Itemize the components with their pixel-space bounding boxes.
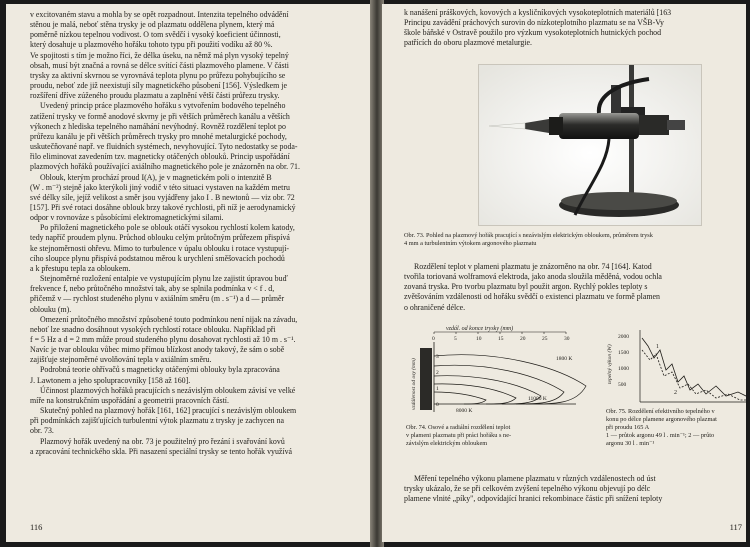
text-line: Navíc je tvar oblouku vůbec mimo přímou blízkost anody takový, že sám o sobě [30, 345, 285, 355]
fig74-x-tick-label: 5 [454, 336, 457, 342]
fig74-y-tick-label: 2 [436, 370, 439, 376]
caption-line: v plameni plazmatu při práci hořáku s ne- [406, 432, 512, 439]
caption-line: Obr. 75. Rozdělení efektivního tepelného v [606, 408, 715, 415]
fig74-y-ticks [436, 354, 439, 408]
right-page [382, 4, 746, 542]
fig75-y-tick-label: 1000 [618, 366, 629, 372]
fig74-x-tick-label: 20 [520, 336, 526, 342]
fig74-isotherm-diagram [406, 320, 606, 447]
text-line: frekvence f, nebo průtočného množství tak, aby se splnila podmínka v < f . d, [30, 284, 275, 294]
text-line: zovaná tryska. Pro tvorbu plazmatu byl použit argon. Rychlý pokles teploty s [404, 282, 648, 292]
plasma-torch-photo [478, 64, 702, 226]
text-line: proudu, neboť zde již neexistují síly magnetického působení [156]. Výsledkem je [30, 81, 287, 91]
text-line: Omezení průtočného množství způsobené touto podmínkou není nijak na závadu, [40, 314, 298, 324]
paragraph [30, 173, 360, 224]
text-line: odpor v rovnováze s působícími elektromagnetickými silami. [30, 213, 224, 223]
text-line: přičemž v — rychlost studeného plynu v axiálním směru (m . s⁻¹) a d — průměr [30, 294, 285, 304]
text-line: škole báňské v Ostravě použilo pro výzkum vysokoteplotních hutnických pochod [404, 28, 662, 38]
left-body-text [30, 10, 360, 457]
text-line: obsah, musí být značná a rovná se délce svítící části plazmového plamene. V části [30, 60, 289, 70]
text-line: průřezu kanálu je při větších průměrech trysky pro mnohé metalurgické pochody, [30, 131, 287, 141]
plasma-torch-illustration [479, 65, 701, 225]
right-bottom-text [404, 474, 746, 504]
text-line: Principu zavádění práchových surovin do nízkoteplotního plazmatu se na VŠB-Vy [404, 18, 664, 28]
caption-line: argonu 30 l . min⁻¹ [606, 440, 655, 447]
text-line: J. Lawtonem a jeho spolupracovníky [158 až 160]. [30, 375, 191, 385]
fig74-x-tick-label: 15 [498, 336, 504, 342]
caption-line: konu po délce plamene argonového plazmat [606, 416, 717, 423]
caption-line: Obr. 73. Pohled na plazmový hořák pracující s nezávislým elektrickým obloukem, průměrem trysk [404, 232, 653, 239]
text-line: v excitovaném stavu a mohla by se opět rozpadnout. Intenzita tepelného odvádění [30, 10, 289, 19]
text-line: při podmínkách zajišťujících turbulentní výtok plazmatu z trysky je zachycen na [30, 416, 285, 426]
text-line: Skutečný pohled na plazmový hořák [161, 162] pracující s nezávislým obloukem [40, 406, 297, 416]
left-page [6, 4, 372, 542]
text-line: a k přestupu tepla za obloukem. [30, 263, 131, 273]
text-line: trysky za aktivní skvrnou se vyrovnává teplota plynu po průřezu pohybujícího se [30, 70, 286, 80]
fig75-y-ticks [618, 334, 629, 388]
caption-line: při proudu 165 A [606, 424, 650, 431]
text-line: míře na konstrukčním uspořádání a geometrii pracovních částí. [30, 395, 229, 405]
fig74-y-tick-label: 1 [436, 386, 439, 392]
fig75-caption [606, 408, 746, 448]
text-line: obr. 73. [30, 426, 54, 436]
text-line: patřících do oboru plazmové metalurgie. [404, 38, 533, 48]
text-line: neboť lze snadno dosáhnout vysokých rychlostí rotace oblouku. Například při [30, 324, 276, 334]
right-mid-text [404, 262, 746, 313]
text-line: [157]. Při své rotaci dosáhne oblouk brzy takové rychlosti, při níž je aerodynamický [30, 202, 296, 212]
text-line: uskutečňované např. ve fluidních systémech, nevyhovující. Tyto nedostatky se poda- [30, 142, 298, 152]
fig74-x-tick-label: 30 [564, 336, 570, 342]
text-line: Podrobná teorie ohřívačů s magneticky otáčenými oblouky byla zpracována [40, 365, 280, 375]
paragraph [30, 223, 360, 274]
fig74-isotherm-label: 8000 K [456, 408, 473, 414]
fig75-y-tick-label: 1500 [618, 350, 629, 356]
text-line: rozšíření dříve zúženého proudu plazmatu a zaplnění větší části průřezu trysky. [30, 91, 280, 101]
fig74-isotherm-label: 11000 K [528, 396, 547, 402]
fig75-curve-label: 1 [656, 344, 659, 350]
fig73-caption [404, 232, 746, 248]
fig74-x-axis-label: vzdál. od konce trysky (mm) [446, 326, 514, 332]
text-line: tedy napříč proudem plynu. Průchod oblouku celým průtočným průřezem přispívá [30, 233, 290, 243]
fig75-svg [604, 324, 746, 410]
text-line: plazmových hořáků používající axiálního magnetického pole je znázorněn na obr. 71. [30, 162, 300, 172]
right-page-number: 117 [729, 522, 742, 532]
fig74-svg [406, 320, 606, 428]
paragraph [30, 315, 360, 366]
fig74-y-tick-label: 0 [436, 402, 439, 408]
text-line: Měření tepelného výkonu plamene plazmatu v různých vzdálenostech od úst [414, 474, 656, 483]
text-line: Rozdělení teplot v plameni plazmatu je znázorněno na obr. 74 [164]. Katod [414, 262, 652, 271]
text-line: své délky síle, jejíž velikost a směr jsou vyjádřeny jako I . B newtonů — viz obr. 72 [30, 192, 295, 202]
fig74-isotherm-label: 1800 K [556, 356, 573, 362]
paragraph [30, 101, 360, 172]
paragraph [30, 365, 360, 385]
text-line: Ve spojitosti s tím je možno říci, že délka úseku, na němž má plyn vysoký tepelný [30, 50, 289, 60]
text-line: stěnou je malá, neboť stěna trysky je od plazmatu oddělena plynem, který má [30, 20, 275, 30]
text-line: ke stejnoměrnosti ohřevu. Mimo to turbulence v úpalu oblouku i rotace vystupují- [30, 243, 290, 253]
text-line: který dosahuje u plazmového hořáku tohoto typu při použití vodíku až 80 %. [30, 40, 273, 50]
text-line: cího sloupce plynu přispívá podstatnou měrou k urychlení směšovacích pochodů [30, 253, 285, 263]
text-line: Po přiložení magnetického pole se oblouk otáčí vysokou rychlostí kolem katody, [40, 223, 295, 233]
text-line: poměrně nízkou tepelnou vodivost. O tom svědčí i vysoký koeficient účinnosti, [30, 30, 281, 40]
fig74-y-axis-label: vzdálenost od osy (mm) [411, 358, 417, 410]
text-line: výkonech z hlediska tepelného namáhání nevýhodný. Rovněž rozdělení teplot po [30, 121, 286, 131]
fig75-y-tick-label: 500 [618, 382, 627, 388]
fig75-y-axis-label: tepelný výkon (W) [607, 344, 613, 384]
paragraph [30, 386, 360, 406]
caption-line: závislým elektrickým obloukem [406, 440, 488, 447]
right-top-text [404, 8, 746, 49]
text-line: a zpracování technického skla. Při nasazení speciální trysky se tento hořák využívá [30, 446, 293, 456]
text-line: Stejnoměrné rozložení entalpie ve vystupujícím plynu lze zajistit úpravou buď [40, 274, 288, 284]
text-line: zatížení trysky ve formě anodové skvrny je při větších průměrech kanálu a větších [30, 111, 290, 121]
fig74-y-tick-label: 3 [436, 354, 439, 360]
caption-line: 1 — průtok argonu 49 l . min⁻¹; 2 — průto [606, 432, 715, 439]
text-line: f = 5 Hz a d = 2 mm může proud studeného plynu dosahovat rychlosti až 10 m . s⁻¹. [30, 335, 296, 344]
fig74-caption [406, 424, 596, 448]
fig74-x-tick-label: 0 [432, 336, 435, 342]
text-line: trysky ukázalo, že se při celkovém zvýšení tepelného výkonu objevují po délc [404, 484, 651, 494]
fig74-x-tick-label: 25 [542, 336, 548, 342]
text-line: tvořila toriovaná wolframová elektroda, jako anoda sloužila měděná, vodou ochla [404, 272, 662, 282]
fig75-power-chart [604, 324, 746, 447]
text-line: oblouku (m). [30, 304, 72, 314]
caption-line: Obr. 74. Osové a radiální rozdělení teplot [406, 424, 511, 431]
text-line: k nanášení práškových, kovových a kysličníkových vysokoteplotních materiálů [163 [404, 8, 672, 17]
text-line: zvětšováním vzdálenosti od hořáku svědčí o existenci plazmatu ve formě plamen [404, 292, 660, 302]
fig74-x-ticks [432, 332, 570, 342]
text-line: plamene vlnité „píky", odpovídající hranici rekombinace částic při snížení teploty [404, 494, 663, 504]
paragraph [30, 437, 360, 457]
fig75-y-tick-label: 2000 [618, 334, 629, 340]
text-line: Oblouk, kterým prochází proud I(A), je v magnetickém poli o intenzitě B [40, 172, 272, 182]
text-line: zajišťuje stejnoměrné uvolňování tepla v axiálním směru. [30, 355, 212, 365]
text-line: Účinnost plazmových hořáků pracujících s nezávislým obloukem závisí ve velké [40, 385, 296, 395]
text-line: řilo eliminovat zavedením tzv. magneticky otáčených oblouků. Princip uspořádání [30, 152, 290, 162]
text-line: (W . m⁻²) stejně jako kterýkoli jiný vodič v této situaci vystaven na každém metru [30, 182, 290, 192]
left-page-number: 116 [30, 522, 43, 532]
fig74-x-tick-label: 10 [476, 336, 482, 342]
caption-line: 4 mm a turbulentním výtokem argonového plazmatu [404, 240, 537, 247]
fig75-curve-label: 2 [674, 390, 677, 396]
paragraph [30, 274, 360, 315]
text-line: o ohraničené délce. [404, 302, 466, 312]
paragraph [30, 10, 360, 101]
text-line: Plazmový hořák uvedený na obr. 73 je použitelný pro řezání i svařování kovů [40, 436, 285, 446]
text-line: Uvedený princip práce plazmového hořáku s vytvořením bodového tepelného [40, 101, 286, 111]
paragraph [30, 406, 360, 436]
